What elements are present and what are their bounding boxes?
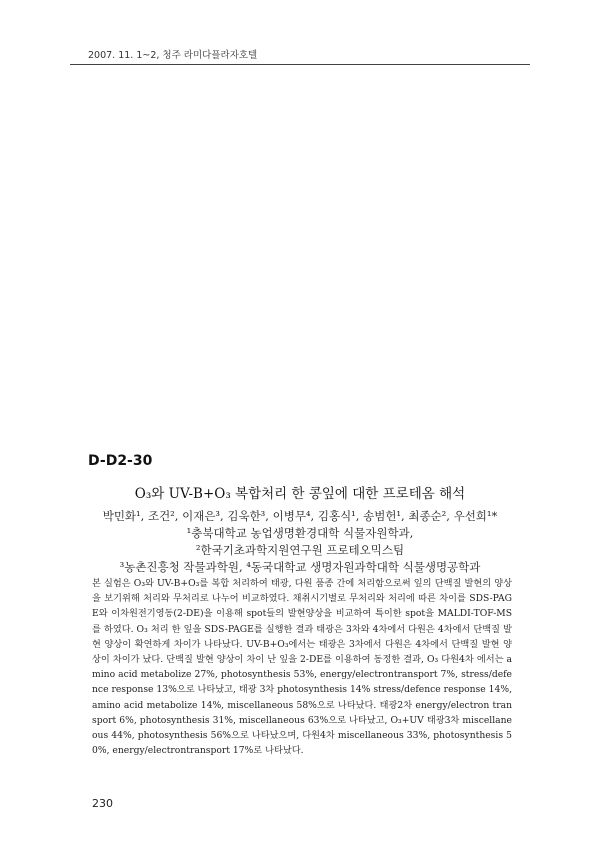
abstract-text: 본 실험은 O₃와 UV-B+O₃를 복합 처리하여 태광, 다원 품종 간에 처리함으로써 잎의 단백질 발현의 양상을 보기위해 처리와 무처리로 나누어 비교하였다. 채취시기별로 무처리와 처리에 따른 차이를 SDS-PAGE와 이차원전기영동(2-DE)을 이용해 spot들의 발현양상을 비교하여 특이한 spot을 MALDI-TOF-MS를 하였다. O₃ 처리 한 잎을 SDS-PAGE를 실행한 결과 태광은 3차와 4차에서 다원은 4차에서 단백질 발현 양상이 확연하게 차이가 나타났다. UV-B+O₃에서는 태광은 3차에서 다원은 4차에서 단백질 발현 양상이 차이가 났다. 단백질 발현 양상이 차이 난 잎을 2-DE를 이용하여 동정한 결과, O₃ 다원4차 에서는 amino acid metabolize 27%, photosynthesis 53%, energy/electrontransport 7%, stress/defence response 13%으로 나타났고, 태광 3차 photosynthesis 14% stress/defence response 14%, amino acid metabolize 14%, miscellaneous 58%으로 나타났다. 태광2차 energy/electron transport 6%, photosynthesis 31%, miscellaneous 63%으로 나타났고, O₃+UV 태광3차 miscellaneous 44%, photosynthesis 56%으로 나타났으며, 다원4차 miscellaneous 33%, photosynthesis 50%, energy/electrontransport 17%로 나타났다.: [92, 578, 512, 757]
page-number: 230: [92, 797, 113, 810]
affiliation-1: ¹충북대학교 농업생명환경대학 식물자원학과,: [186, 526, 414, 540]
affiliation-3: ³농촌진흥청 작물과학원, ⁴동국대학교 생명자원과학대학 식물생명공학과: [119, 560, 481, 574]
paper-code: D-D2-30: [88, 453, 153, 469]
running-header: 2007. 11. 1~2, 청주 라미다플라자호텔: [88, 50, 258, 61]
author-list: 박민화¹, 조건², 이재은³, 김욱한³, 이병무⁴, 김홍식¹, 송범헌¹, 최종순², 우선희¹*: [102, 509, 498, 523]
affiliation-2: ²한국기초과학지원연구원 프로테오믹스팀: [195, 543, 405, 557]
author-block: [0, 508, 600, 576]
header-divider: [70, 64, 530, 65]
paper-title: O₃와 UV-B+O₃ 복합처리 한 콩잎에 대한 프로테옴 해석: [134, 486, 466, 502]
